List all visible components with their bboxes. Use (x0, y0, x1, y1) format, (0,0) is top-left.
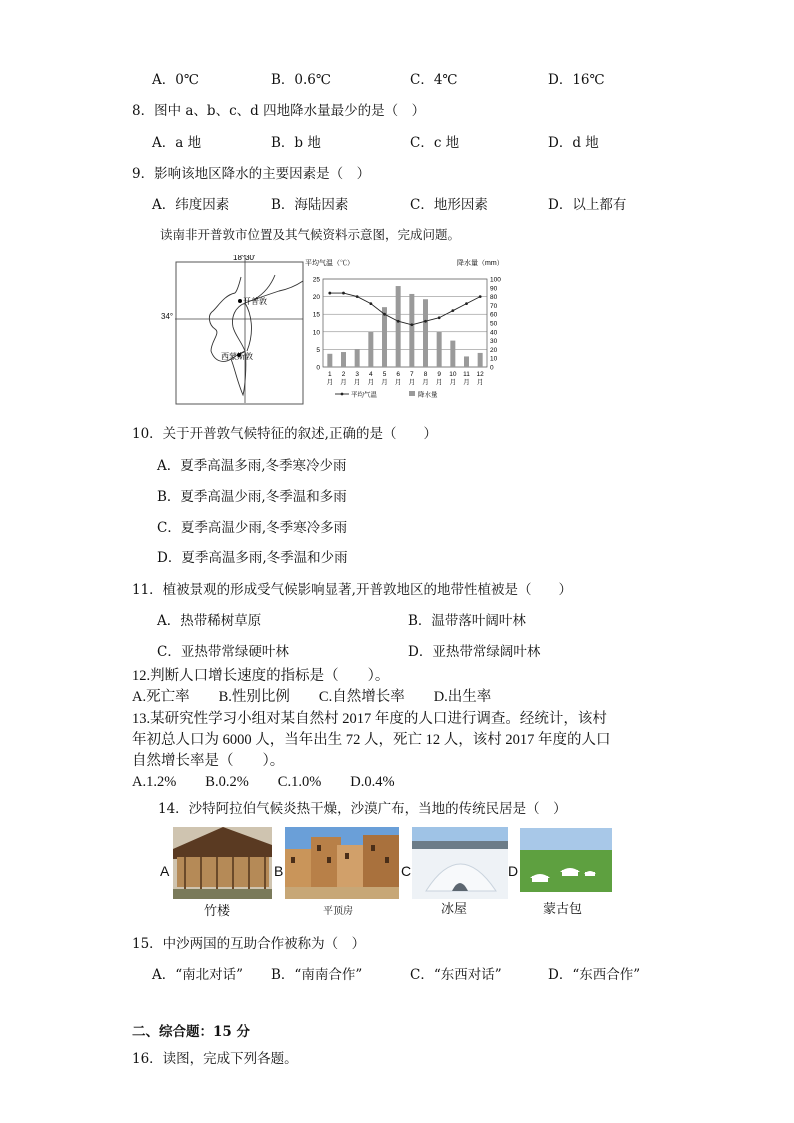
q10-option-d: D．夏季高温多雨,冬季温和少雨 (157, 550, 348, 566)
y-tick-right: 60 (490, 311, 498, 319)
y-tick-left: 25 (312, 276, 320, 284)
caption-flat-roof-house: 平顶房 (323, 906, 353, 917)
y-tick-left: 15 (312, 311, 320, 319)
x-tick-label: 9 (437, 371, 441, 378)
q7-option-d: D．16℃ (548, 72, 605, 88)
y-tick-left: 5 (316, 346, 320, 354)
q8-option-c: C．c 地 (410, 135, 460, 151)
map-instruction: 读南非开普敦市位置及其气候资料示意图，完成问题。 (160, 227, 461, 242)
q7-option-c: C．4℃ (410, 72, 458, 88)
q9-option-b: B．海陆因素 (271, 197, 349, 213)
temperature-point (328, 292, 331, 295)
q7-option-a: A．0℃ (152, 72, 199, 88)
precip-bar (423, 299, 428, 367)
q13-options: A.1.2% B.0.2% C.1.0% D.0.4% (132, 774, 395, 790)
temperature-point (410, 323, 413, 326)
legend-line-point (341, 393, 344, 396)
q15-option-d: D．“东西合作” (548, 967, 641, 983)
q13-line1: 13.某研究性学习小组对某自然村 2017 年度的人口进行调查。经统计，该村 (132, 711, 607, 727)
x-tick-unit: 月 (367, 379, 375, 386)
legend-temperature: 平均气温 (351, 391, 377, 399)
capetown-label: 开普敦 (243, 297, 267, 306)
q12-options: A.死亡率 B.性别比例 C.自然增长率 D.出生率 (132, 689, 492, 705)
caption-bamboo-house: 竹楼 (204, 904, 231, 919)
temperature-point (438, 316, 441, 319)
temperature-point (369, 302, 372, 305)
q11-option-c: C．亚热带常绿硬叶林 (157, 644, 289, 660)
temperature-point (465, 302, 468, 305)
y-tick-right: 90 (490, 285, 498, 293)
section-2-heading: 二、综合题：15 分 (132, 1024, 250, 1040)
latitude-label-outside: 34° (161, 312, 174, 321)
x-tick-unit: 月 (435, 379, 443, 386)
precip-bar (464, 356, 469, 367)
chart-ylabel-left: 平均气温（℃） (305, 260, 354, 267)
q9-option-a: A．纬度因素 (152, 197, 230, 213)
x-tick-label: 5 (382, 371, 387, 378)
q14-stem: 14．沙特阿拉伯气候炎热干燥，沙漠广布，当地的传统民居是（ ） (158, 801, 567, 817)
q11-option-d: D．亚热带常绿阔叶林 (408, 644, 541, 660)
x-tick-label: 12 (476, 371, 484, 378)
precip-bar (437, 332, 442, 367)
caption-igloo: 冰屋 (441, 902, 468, 917)
caption-yurt: 蒙古包 (543, 902, 583, 917)
q14-letter-b: B (274, 863, 284, 879)
precip-bar (478, 353, 483, 367)
q9-option-d: D．以上都有 (548, 197, 627, 213)
climate-chart (305, 255, 505, 403)
y-tick-right: 0 (490, 364, 494, 372)
x-tick-unit: 月 (326, 379, 334, 386)
temperature-point (479, 295, 482, 298)
x-tick-label: 2 (341, 371, 346, 378)
x-tick-label: 4 (369, 371, 373, 378)
x-tick-unit: 月 (449, 379, 457, 386)
precip-bar (450, 341, 455, 367)
y-tick-right: 20 (490, 346, 498, 354)
y-tick-right: 30 (490, 338, 498, 346)
chart-ylabel-right: 降水量（mm） (457, 260, 504, 267)
y-tick-left: 20 (312, 294, 320, 302)
longitude-label: 18°30′ (233, 255, 256, 262)
q14-letter-c: C (401, 863, 412, 879)
q14-letter-a: A (160, 863, 170, 879)
igloo-photo (412, 827, 508, 899)
x-tick-label: 11 (463, 371, 470, 378)
q13-line2: 年初总人口为 6000 人，当年出生 72 人，死亡 12 人，该村 2017 年度的人口 (132, 732, 611, 748)
yurt-photo (520, 828, 612, 892)
precip-bar (368, 332, 373, 367)
y-tick-left: 10 (312, 329, 320, 337)
q7-option-b: B．0.6℃ (271, 72, 331, 88)
q11-option-a: A．热带稀树草原 (157, 613, 262, 629)
q14-letter-d: D (508, 863, 519, 879)
q10-option-a: A．夏季高温多雨,冬季寒冷少雨 (157, 458, 347, 474)
y-tick-right: 40 (490, 329, 498, 337)
x-tick-unit: 月 (394, 379, 402, 386)
q8-option-a: A．a 地 (152, 135, 202, 151)
x-tick-label: 8 (423, 371, 428, 378)
q10-option-b: B．夏季高温少雨,冬季温和多雨 (157, 489, 347, 505)
q9-option-c: C．地形因素 (410, 197, 488, 213)
y-tick-left: 0 (316, 364, 320, 372)
temperature-point (356, 295, 359, 298)
q13-line3: 自然增长率是（ ）。 (132, 753, 285, 769)
q11-option-b: B．温带落叶阔叶林 (408, 613, 526, 629)
legend-precipitation: 降水量 (418, 391, 438, 399)
precip-bar (327, 354, 332, 367)
q11-stem: 11．植被景观的形成受气候影响显著,开普敦地区的地带性植被是（ ） (132, 582, 572, 598)
q12-stem: 12.判断人口增长速度的指标是（ ）。 (132, 668, 390, 684)
bamboo-house-photo (173, 827, 272, 899)
y-tick-right: 70 (490, 302, 498, 310)
q8-stem: 8．图中 a、b、c、d 四地降水量最少的是（ ） (132, 103, 426, 119)
q16-stem: 16．读图，完成下列各题。 (132, 1051, 298, 1067)
x-tick-unit: 月 (340, 379, 347, 386)
x-tick-unit: 月 (408, 379, 416, 386)
temperature-point (424, 320, 427, 323)
q10-stem: 10．关于开普敦气候特征的叙述,正确的是（ ） (132, 426, 437, 442)
x-tick-label: 7 (410, 371, 414, 378)
precip-bar (396, 286, 401, 367)
q8-option-d: D．d 地 (548, 135, 599, 151)
x-tick-unit: 月 (422, 379, 429, 386)
precip-bar (409, 294, 414, 367)
y-tick-right: 50 (490, 320, 498, 328)
x-tick-label: 6 (396, 371, 400, 378)
x-tick-unit: 月 (463, 379, 470, 386)
precip-bar (341, 352, 346, 367)
temperature-point (451, 309, 454, 312)
y-tick-right: 80 (490, 294, 498, 302)
y-tick-right: 100 (490, 276, 501, 284)
q8-option-b: B．b 地 (271, 135, 321, 151)
q15-stem: 15．中沙两国的互助合作被称为（ ） (132, 936, 366, 952)
cape-town-map (175, 255, 305, 405)
q9-stem: 9．影响该地区降水的主要因素是（ ） (132, 166, 371, 182)
temperature-line (330, 293, 480, 325)
precip-bar (382, 307, 387, 367)
x-tick-label: 10 (449, 371, 457, 378)
y-tick-right: 10 (490, 355, 498, 363)
x-tick-label: 1 (328, 371, 332, 378)
x-tick-label: 3 (355, 371, 359, 378)
simonstown-label: 西蒙斯敦 (221, 352, 253, 361)
temperature-point (397, 320, 400, 323)
q10-option-c: C．夏季高温少雨,冬季寒冷多雨 (157, 520, 348, 536)
temperature-point (383, 313, 386, 316)
legend-bar-swatch (409, 391, 415, 396)
q15-option-c: C．“东西对话” (410, 967, 502, 983)
precip-bar (355, 349, 360, 367)
temperature-point (342, 292, 345, 295)
q15-option-b: B．“南南合作” (271, 967, 363, 983)
q15-option-a: A．“南北对话” (152, 967, 244, 983)
x-tick-unit: 月 (381, 379, 388, 386)
x-tick-unit: 月 (476, 379, 484, 386)
flat-roof-house-photo (285, 827, 399, 899)
city-dot-capetown (238, 299, 242, 303)
x-tick-unit: 月 (353, 379, 361, 386)
